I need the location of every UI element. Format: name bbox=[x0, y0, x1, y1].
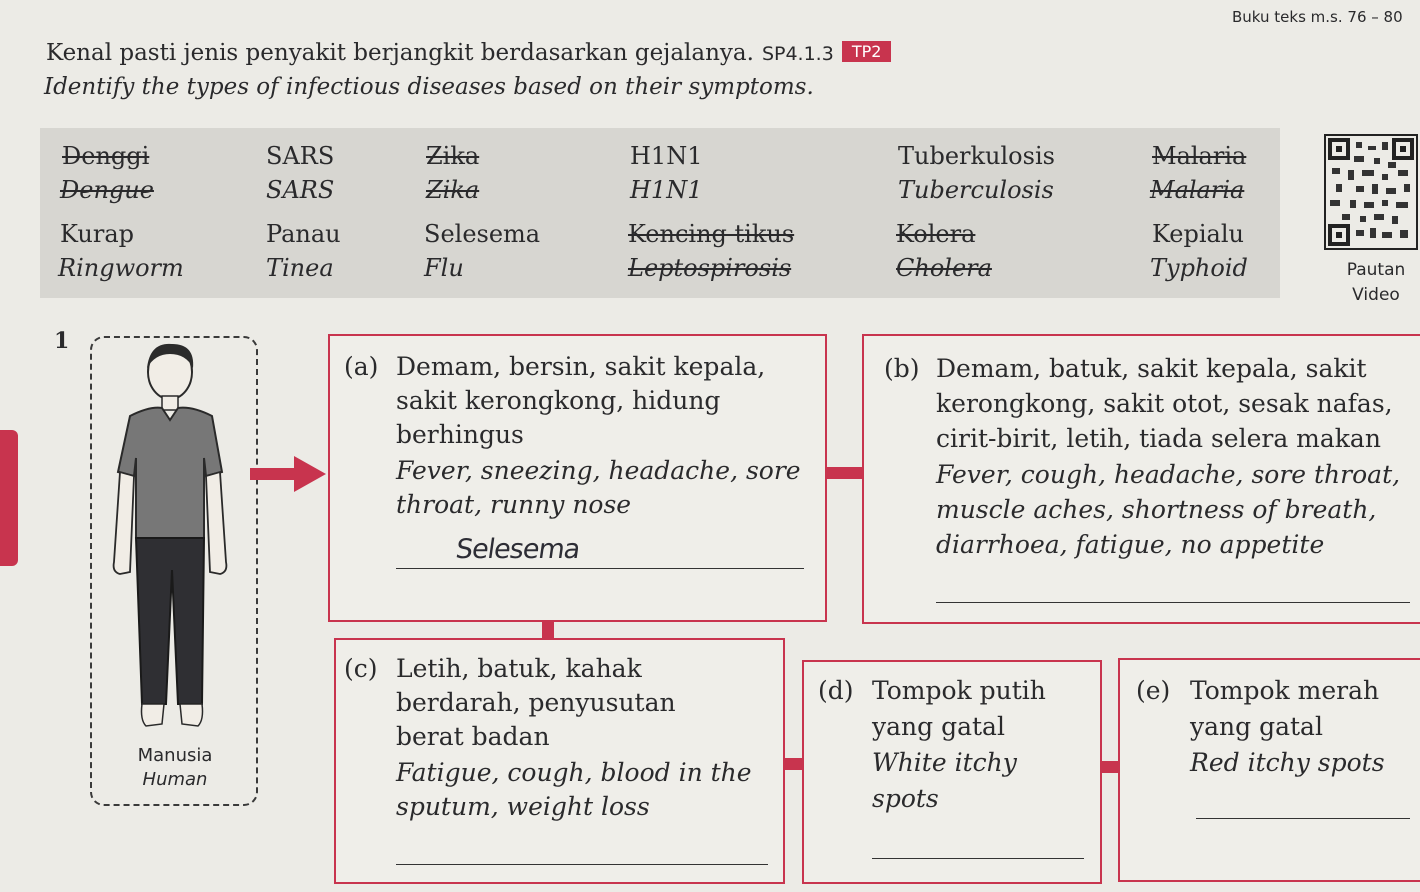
human-figure-icon bbox=[100, 340, 250, 740]
answer-line-d[interactable] bbox=[872, 858, 1084, 859]
answer-line-c[interactable] bbox=[396, 864, 768, 865]
human-label-ms: Manusia bbox=[137, 745, 213, 766]
video-link-line1: Pautan bbox=[1346, 260, 1406, 280]
symptom-box-e bbox=[1118, 658, 1420, 882]
word-bank-ms: Kurap bbox=[60, 220, 135, 248]
symptom-ms-line: Letih, batuk, kahak bbox=[396, 654, 642, 683]
symptom-box-d bbox=[802, 660, 1102, 884]
answer-line-a[interactable] bbox=[396, 568, 804, 569]
word-bank-ms: Malaria bbox=[1152, 142, 1247, 170]
symptom-box-c bbox=[334, 638, 785, 884]
standard-code: SP4.1.3 bbox=[761, 43, 834, 65]
word-bank-en: Typhoid bbox=[1150, 254, 1248, 282]
level-badge: TP2 bbox=[842, 41, 892, 62]
box-label: (a) bbox=[344, 352, 379, 381]
human-label-en: Human bbox=[142, 769, 208, 790]
word-bank-en: Zika bbox=[426, 176, 480, 204]
symptom-ms-line: kerongkong, sakit otot, sesak nafas, bbox=[936, 389, 1393, 418]
textbook-page-reference: Buku teks m.s. 76 – 80 bbox=[1232, 8, 1403, 26]
symptom-ms-line: yang gatal bbox=[872, 712, 1005, 741]
qr-code-icon[interactable] bbox=[1324, 134, 1418, 250]
symptom-en-line: spots bbox=[872, 784, 939, 813]
arrow-right-icon bbox=[250, 456, 326, 492]
page-edge-tab bbox=[0, 430, 18, 566]
human-label bbox=[120, 744, 230, 792]
symptom-box-a bbox=[328, 334, 827, 622]
symptom-en-line: White itchy bbox=[872, 748, 1017, 777]
word-bank-en: Ringworm bbox=[58, 254, 184, 282]
box-label: (b) bbox=[884, 354, 920, 383]
question-number: 1 bbox=[54, 328, 70, 354]
word-bank bbox=[40, 128, 1280, 298]
word-bank-en: Malaria bbox=[1150, 176, 1245, 204]
symptom-box-b bbox=[862, 334, 1420, 624]
symptom-ms-line: Tompok putih bbox=[872, 676, 1046, 705]
symptom-ms-line: cirit-birit, letih, tiada selera makan bbox=[936, 424, 1381, 453]
symptom-en-line: sputum, weight loss bbox=[396, 792, 650, 821]
symptom-ms-line: Demam, batuk, sakit kepala, sakit bbox=[936, 354, 1367, 383]
word-bank-ms: H1N1 bbox=[630, 142, 703, 170]
word-bank-ms: SARS bbox=[266, 142, 335, 170]
box-label: (d) bbox=[818, 676, 854, 705]
word-bank-ms: Panau bbox=[266, 220, 341, 248]
answer-a-handwritten: Selesema bbox=[453, 534, 582, 565]
word-bank-ms: Selesema bbox=[424, 220, 541, 248]
instruction-malay-text: Kenal pasti jenis penyakit berjangkit berdasarkan gejalanya. bbox=[46, 40, 754, 66]
word-bank-en: Tinea bbox=[266, 254, 334, 282]
symptom-ms-line: Tompok merah bbox=[1190, 676, 1380, 705]
word-bank-ms: Denggi bbox=[62, 142, 150, 170]
word-bank-ms: Kolera bbox=[896, 220, 976, 248]
symptom-ms-line: yang gatal bbox=[1190, 712, 1323, 741]
symptom-en-line: Fatigue, cough, blood in the bbox=[396, 758, 752, 787]
word-bank-en: H1N1 bbox=[630, 176, 703, 204]
symptom-en-line: throat, runny nose bbox=[396, 490, 632, 519]
word-bank-en: Tuberculosis bbox=[898, 176, 1054, 204]
symptom-ms-line: berhingus bbox=[396, 420, 524, 449]
word-bank-ms: Kencing tikus bbox=[628, 220, 795, 248]
video-link-line2: Video bbox=[1352, 285, 1400, 305]
word-bank-ms: Tuberkulosis bbox=[898, 142, 1055, 170]
instruction-malay bbox=[46, 40, 891, 66]
word-bank-en: Cholera bbox=[896, 254, 992, 282]
symptom-ms-line: sakit kerongkong, hidung bbox=[396, 386, 721, 415]
word-bank-en: Leptospirosis bbox=[628, 254, 792, 282]
box-label: (e) bbox=[1136, 676, 1171, 705]
symptom-en-line: muscle aches, shortness of breath, bbox=[936, 495, 1377, 524]
box-label: (c) bbox=[344, 654, 378, 683]
answer-line-b[interactable] bbox=[936, 602, 1410, 603]
video-link-label bbox=[1336, 258, 1416, 308]
symptom-en-line: Fever, sneezing, headache, sore bbox=[396, 456, 801, 485]
word-bank-ms: Kepialu bbox=[1152, 220, 1244, 248]
symptom-ms-line: berat badan bbox=[396, 722, 550, 751]
word-bank-en: SARS bbox=[266, 176, 335, 204]
symptom-ms-line: Demam, bersin, sakit kepala, bbox=[396, 352, 766, 381]
answer-line-e[interactable] bbox=[1196, 818, 1410, 819]
symptom-en-line: diarrhoea, fatigue, no appetite bbox=[936, 530, 1325, 559]
word-bank-ms: Zika bbox=[426, 142, 480, 170]
symptom-en-line: Red itchy spots bbox=[1190, 748, 1385, 777]
symptom-ms-line: berdarah, penyusutan bbox=[396, 688, 676, 717]
connector-c-d bbox=[782, 758, 802, 770]
connector-a-b bbox=[824, 467, 864, 479]
word-bank-en: Flu bbox=[424, 254, 464, 282]
symptom-en-line: Fever, cough, headache, sore throat, bbox=[936, 460, 1401, 489]
instruction-english: Identify the types of infectious diseases based on their symptoms. bbox=[44, 74, 814, 100]
word-bank-en: Dengue bbox=[60, 176, 154, 204]
